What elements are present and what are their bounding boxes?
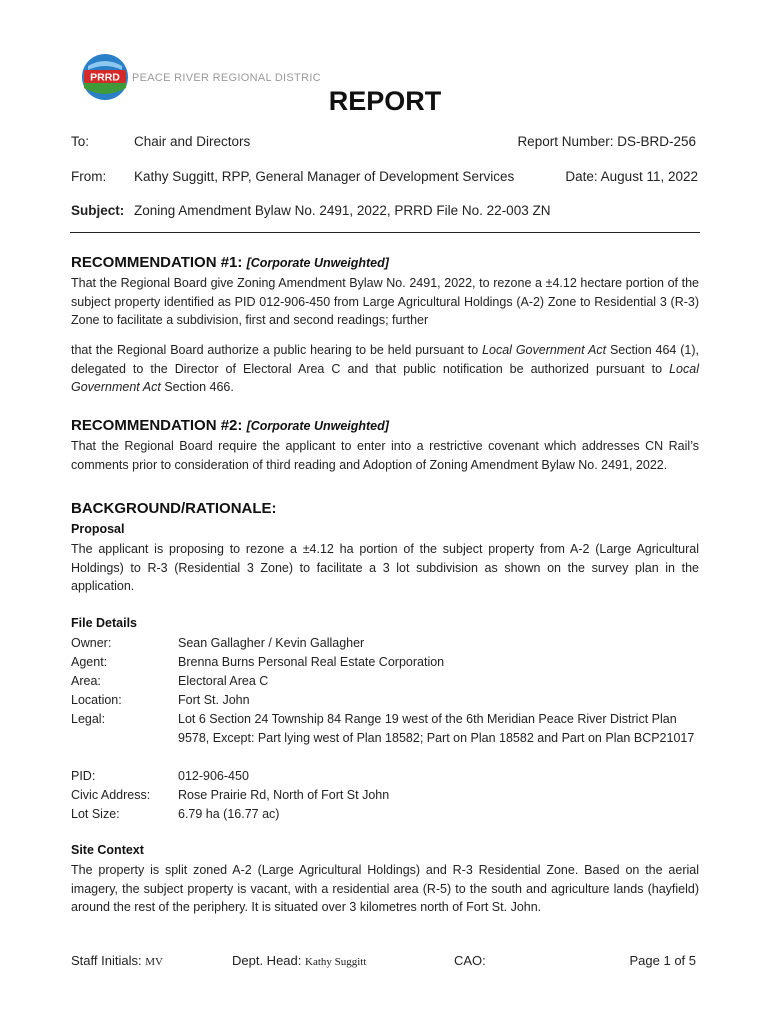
- staff-initials-value: MV: [145, 956, 163, 968]
- file-detail-value: Electoral Area C: [178, 674, 269, 688]
- proposal-heading: Proposal: [71, 522, 125, 536]
- dept-head: [232, 953, 366, 968]
- to-value: Chair and Directors: [134, 134, 251, 149]
- report-number: Report Number: DS-BRD-256: [517, 134, 696, 149]
- site-context-heading: Site Context: [71, 843, 144, 857]
- rec2-paragraph: That the Regional Board require the applicant to enter into a restrictive covenant which addresses CN Rail’s comments prior to consideration of third reading and Adoption of Zoning Amendment Bylaw No. 2491, 2022.: [71, 439, 699, 472]
- org-name: PEACE RIVER REGIONAL DISTRIC: [132, 72, 321, 84]
- subject-label: Subject:: [71, 203, 125, 218]
- svg-text:PRRD: PRRD: [90, 71, 120, 84]
- file-detail-value: Lot 6 Section 24 Township 84 Range 19 west of the 6th Meridian Peace River District Plan 9578, Except: Part lying west of Plan 18582; Part on Plan 18582 and Part on Plan BCP21017: [178, 712, 695, 745]
- file-detail-value: Rose Prairie Rd, North of Fort St John: [178, 788, 390, 802]
- rec1-tag: [Corporate Unweighted]: [246, 256, 389, 270]
- cao-label: CAO:: [454, 953, 486, 968]
- from-value: Kathy Suggitt, RPP, General Manager of Development Services: [134, 169, 515, 184]
- file-detail-label: Civic Address:: [71, 788, 151, 802]
- rec1-p2-act-2: Local Government Act: [71, 361, 699, 394]
- rec1-heading-text: RECOMMENDATION #1:: [71, 254, 243, 271]
- rec1-p2-text-c: Section 466.: [160, 380, 234, 394]
- file-detail-label: Area:: [71, 674, 101, 688]
- to-label: To:: [71, 134, 90, 149]
- page-number: Page 1 of 5: [629, 953, 696, 968]
- rec1-heading: [71, 254, 389, 271]
- rec1-p2-text-a: that the Regional Board authorize a public hearing to be held pursuant to: [71, 343, 483, 357]
- file-detail-value: Sean Gallagher / Kevin Gallagher: [178, 636, 365, 650]
- rec2-tag: [Corporate Unweighted]: [246, 419, 389, 433]
- file-details-heading: File Details: [71, 616, 137, 630]
- page-title: REPORT: [328, 86, 442, 116]
- report-date: Date: August 11, 2022: [565, 169, 698, 184]
- file-detail-label: Lot Size:: [71, 807, 120, 821]
- file-detail-label: Agent:: [71, 655, 108, 669]
- dept-head-value: Kathy Suggitt: [305, 956, 367, 968]
- file-detail-value: Brenna Burns Personal Real Estate Corporation: [178, 655, 445, 669]
- proposal-text: The applicant is proposing to rezone a ±4.12 ha portion of the subject property from A-2 (Large Agricultural Holdings) to R-3 (Residential 3 Zone) to facilitate a 3 lot subdivision as shown on the survey plan in the application.: [71, 542, 699, 593]
- header-divider: [70, 232, 700, 233]
- subject-value: Zoning Amendment Bylaw No. 2491, 2022, PRRD File No. 22-003 ZN: [134, 203, 551, 218]
- rec1-p2-act-1: Local Government Act: [482, 343, 607, 357]
- file-detail-value: Fort St. John: [178, 693, 250, 707]
- rec1-paragraph-2: [71, 341, 699, 397]
- file-detail-label: PID:: [71, 769, 96, 783]
- rec1-paragraph-1: That the Regional Board give Zoning Amendment Bylaw No. 2491, 2022, to rezone a ±4.12 hectare portion of the subject property identified as PID 012-906-450 from Large Agricultural Holdings (A-2) Zone to Residential 3 (R-3) Zone to facilitate a subdivision, first and second readings; further: [71, 276, 699, 327]
- rec2-heading-text: RECOMMENDATION #2:: [71, 417, 243, 434]
- staff-initials-label: Staff Initials:: [71, 953, 142, 968]
- rec2-heading: [71, 417, 389, 434]
- dept-head-label: Dept. Head:: [232, 953, 302, 968]
- file-detail-value: 6.79 ha (16.77 ac): [178, 807, 280, 821]
- file-detail-label: Owner:: [71, 636, 112, 650]
- background-heading: BACKGROUND/RATIONALE:: [71, 500, 277, 517]
- file-detail-label: Legal:: [71, 712, 106, 726]
- rec1-p2-text-b: Section 464 (1), delegated to the Director of Electoral Area C and that public notification be authorized pursuant to: [71, 343, 699, 376]
- file-detail-label: Location:: [71, 693, 122, 707]
- site-context-text: The property is split zoned A-2 (Large Agricultural Holdings) and R-3 Residential Zone. Based on the aerial imagery, the subject property is vacant, with a residential area (R-5) to the south and agriculture lands (hayfield) around the rest of the periphery. It is situated over 3 kilometres north of Fort St. John.: [71, 863, 699, 914]
- staff-initials: [71, 953, 163, 968]
- file-detail-value: 012-906-450: [178, 769, 249, 783]
- from-label: From:: [71, 169, 107, 184]
